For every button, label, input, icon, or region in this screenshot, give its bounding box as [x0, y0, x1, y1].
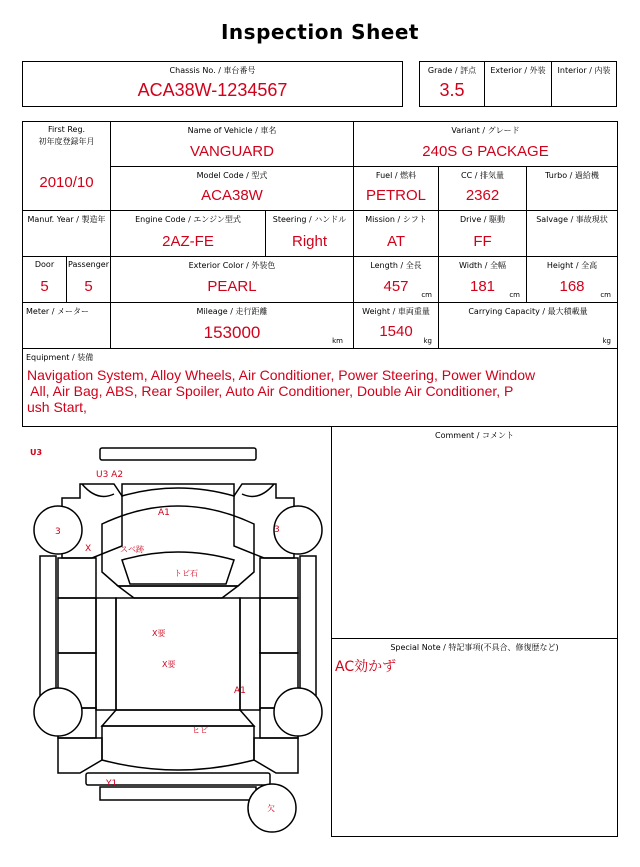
mark-a1-right: A1 — [234, 686, 246, 696]
drive-label: Drive / 駆動 — [459, 215, 506, 224]
comment-label: Comment / コメント — [435, 431, 514, 440]
height-unit: cm — [600, 291, 611, 299]
mark-x-left: X — [85, 544, 92, 554]
equipment-line-2: All, Air Bag, ABS, Rear Spoiler, Auto Air Conditioner, Double Air Conditioner, P — [27, 383, 514, 399]
mark-suberi: スベ跡 — [120, 545, 144, 554]
manuf-year-label: Manuf. Year / 製造年 — [27, 215, 106, 224]
vehicle-name-cell — [110, 121, 354, 167]
cc-value: 2362 — [465, 187, 500, 204]
mark-tire-fr: 3 — [274, 525, 280, 535]
chassis-value: ACA38W-1234567 — [137, 80, 288, 100]
right-headlight-outline — [242, 484, 274, 496]
hood-outline — [122, 484, 234, 496]
mileage-cell — [110, 302, 354, 349]
mission-value: AT — [386, 233, 406, 250]
vehicle-name-value: VANGUARD — [190, 143, 274, 160]
vehicle-name-label: Name of Vehicle / 車名 — [187, 126, 277, 135]
carrying-unit: kg — [602, 337, 611, 345]
fuel-label: Fuel / 燃料 — [375, 171, 417, 180]
salvage-cell — [526, 210, 618, 257]
rear-right-tire-outline — [274, 688, 322, 736]
height-value: 168 — [559, 278, 585, 295]
front-right-tire-outline — [274, 506, 322, 554]
weight-unit: kg — [423, 337, 432, 345]
tailgate-outline — [102, 726, 254, 770]
mission-cell — [353, 210, 439, 257]
right-front-door-outline — [260, 598, 298, 653]
grade-cell — [419, 61, 485, 107]
model-code-label: Model Code / 型式 — [196, 171, 268, 180]
door-label: Door — [34, 260, 55, 269]
width-value: 181 — [469, 278, 496, 295]
rear-left-tire-outline — [34, 688, 82, 736]
interior-cell — [551, 61, 617, 107]
rear-panel-outline — [100, 787, 256, 800]
rear-right-corner-outline — [254, 738, 298, 773]
variant-cell — [353, 121, 618, 167]
right-side-front-outline — [260, 558, 298, 598]
windshield-outline — [118, 586, 238, 598]
car-damage-diagram — [22, 426, 332, 841]
mark-hibi: ヒビ — [192, 726, 208, 735]
left-pillar-outline — [96, 598, 116, 710]
grade-label: Grade / 評点 — [427, 66, 477, 75]
first-reg-label: First Reg. — [47, 125, 86, 134]
mark-x-yo-1: X要 — [152, 629, 166, 638]
engine-code-label: Engine Code / エンジン型式 — [135, 215, 241, 224]
left-skirt-outline — [40, 556, 56, 704]
door-value: 5 — [40, 278, 49, 295]
fuel-value: PETROL — [365, 187, 426, 204]
carrying-cell — [438, 302, 618, 349]
interior-label: Interior / 内装 — [557, 66, 611, 75]
exterior-cell — [484, 61, 552, 107]
weight-value: 1540 — [379, 323, 413, 340]
special-note-value: AC効かず — [335, 659, 397, 675]
width-cell — [438, 256, 527, 303]
carrying-label: Carrying Capacity / 最大積載量 — [468, 307, 588, 316]
left-headlight-outline — [82, 484, 114, 496]
weight-label: Weight / 車両重量 — [362, 307, 430, 316]
drive-cell — [438, 210, 527, 257]
left-front-door-outline — [58, 598, 96, 653]
salvage-label: Salvage / 事故現状 — [536, 215, 608, 224]
page-title: Inspection Sheet — [220, 20, 419, 44]
steering-value: Right — [291, 233, 328, 250]
height-cell — [526, 256, 618, 303]
steering-label: Steering / ハンドル — [272, 215, 347, 224]
mark-tire-fl: 3 — [55, 527, 61, 537]
special-note-label: Special Note / 特記事項(不具合、修復歴など) — [390, 643, 559, 652]
passenger-cell — [66, 256, 111, 303]
mileage-label: Mileage / 走行距離 — [196, 307, 268, 316]
meter-cell — [22, 302, 111, 349]
cc-label: CC / 排気量 — [461, 171, 504, 180]
first-reg-cell — [22, 121, 111, 211]
width-unit: cm — [509, 291, 520, 299]
model-code-value: ACA38W — [201, 187, 263, 204]
equipment-label: Equipment / 装備 — [26, 353, 94, 362]
variant-value: 240S G PACKAGE — [422, 143, 549, 160]
comment-cell — [331, 426, 618, 639]
mark-corner-u3: U3 — [30, 448, 43, 457]
mark-y1: Y1 — [106, 779, 118, 789]
steering-cell — [265, 210, 354, 257]
drive-value: FF — [473, 233, 492, 250]
height-label: Height / 全高 — [546, 261, 598, 270]
cc-cell — [438, 166, 527, 211]
mark-a1-top: A1 — [158, 508, 170, 518]
mark-x-yo-2: X要 — [162, 660, 176, 669]
front-bumper-outline — [100, 448, 256, 460]
passenger-label: Passenger — [68, 260, 109, 269]
door-cell — [22, 256, 67, 303]
mark-u3-a2: U3 A2 — [96, 470, 124, 480]
engine-code-value: 2AZ-FE — [162, 233, 214, 250]
rear-left-corner-outline — [58, 738, 102, 773]
passenger-value: 5 — [84, 278, 93, 295]
right-skirt-outline — [300, 556, 316, 704]
first-reg-label-jp: 初年度登録年月 — [38, 137, 95, 146]
equipment-line-3: ush Start, — [27, 399, 87, 415]
color-cell — [110, 256, 354, 303]
mission-label: Mission / シフト — [365, 215, 427, 224]
mileage-value: 153000 — [203, 323, 261, 342]
exterior-label: Exterior / 外装 — [490, 66, 546, 75]
manuf-year-cell — [22, 210, 111, 257]
mark-tobi: トビ石 — [174, 569, 198, 578]
meter-label: Meter / メーター — [26, 307, 89, 316]
model-code-cell — [110, 166, 354, 211]
length-cell — [353, 256, 439, 303]
engine-code-cell — [110, 210, 266, 257]
color-label: Exterior Color / 外装色 — [188, 261, 276, 270]
mark-ketsu: 欠 — [267, 804, 275, 813]
length-label: Length / 全長 — [370, 261, 422, 270]
rear-window-outline — [102, 710, 254, 726]
length-unit: cm — [421, 291, 432, 299]
color-value: PEARL — [207, 278, 257, 295]
turbo-cell — [526, 166, 618, 211]
weight-cell — [353, 302, 439, 349]
special-note-cell — [331, 638, 618, 837]
vehicle-info-table — [22, 121, 618, 349]
chassis-cell — [22, 61, 403, 107]
length-value: 457 — [383, 278, 409, 295]
turbo-label: Turbo / 過給機 — [545, 171, 599, 180]
roof-outline — [116, 598, 240, 710]
width-label: Width / 全幅 — [458, 261, 507, 270]
grade-value: 3.5 — [439, 80, 465, 100]
chassis-label: Chassis No. / 車台番号 — [169, 66, 256, 75]
mileage-unit: km — [332, 337, 343, 345]
fuel-cell — [353, 166, 439, 211]
variant-label: Variant / グレード — [451, 126, 520, 135]
first-reg-value: 2010/10 — [39, 174, 94, 191]
equipment-cell — [22, 348, 618, 427]
left-side-front-outline — [58, 558, 96, 598]
equipment-line-1: Navigation System, Alloy Wheels, Air Conditioner, Power Steering, Power Window — [27, 367, 536, 383]
